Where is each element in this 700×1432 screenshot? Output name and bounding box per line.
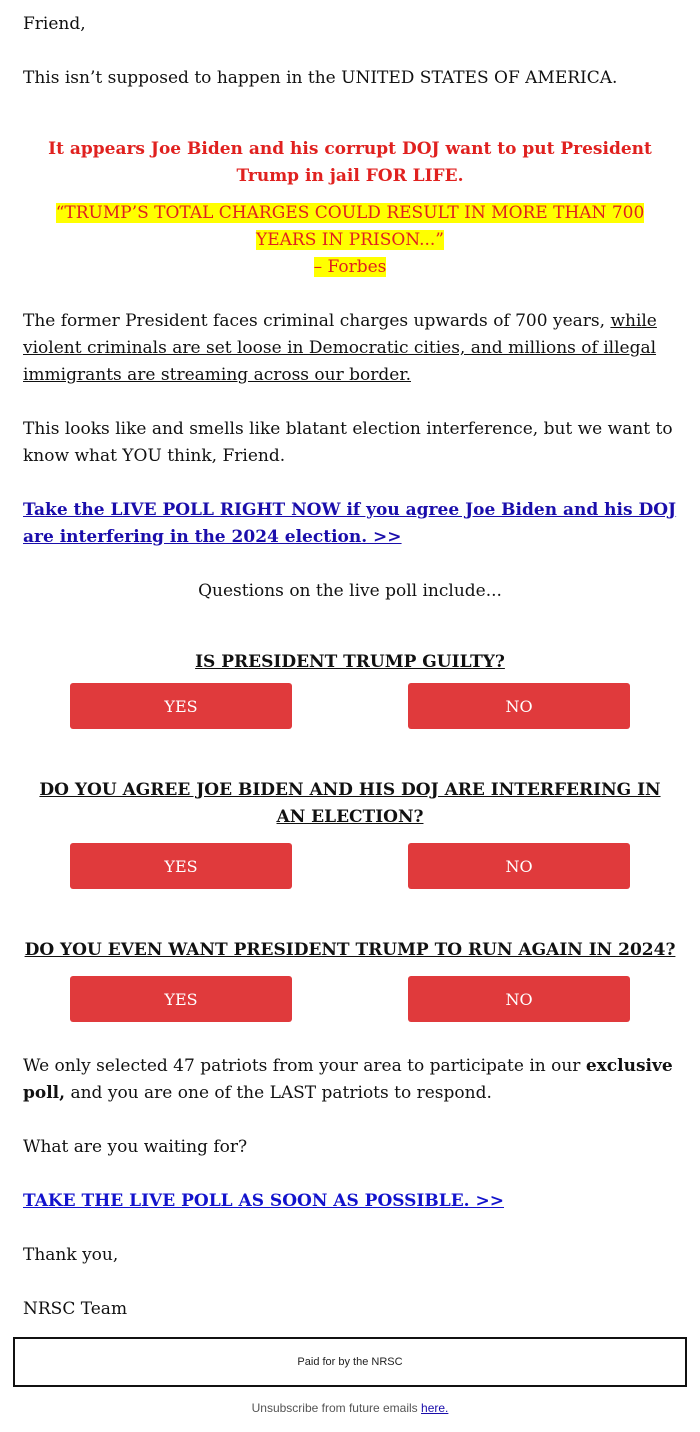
unsubscribe-line [0, 1401, 700, 1415]
question-2: DO YOU AGREE JOE BIDEN AND HIS DOJ ARE INTERFERING IN AN ELECTION? [39, 780, 661, 827]
live-poll-link[interactable]: Take the LIVE POLL RIGHT NOW if you agree Joe Biden and his DOJ are interfering in the 2024 election. >> [23, 500, 677, 547]
q2-yes-button[interactable]: YES [70, 843, 292, 889]
charges-underlined: while violent criminals are set loose in Democratic cities, and millions of illegal immigrants are streaming across our border. [23, 311, 657, 385]
q3-yes-button[interactable]: YES [70, 976, 292, 1022]
q3-no-button[interactable]: NO [408, 976, 630, 1022]
q2-no-button[interactable]: NO [408, 843, 630, 889]
forbes-quote [23, 200, 677, 281]
unsubscribe-link[interactable]: here. [421, 1401, 449, 1415]
interference-paragraph: This looks like and smells like blatant election interference, but we want to know what YOU think, Friend. [23, 419, 673, 466]
paid-for-box [13, 1337, 687, 1387]
exclusive-before: We only selected 47 patriots from your area to participate in our [23, 1056, 586, 1076]
q1-yes-button[interactable]: YES [70, 683, 292, 729]
take-poll-link[interactable]: TAKE THE LIVE POLL AS SOON AS POSSIBLE. >> [23, 1191, 504, 1211]
exclusive-bold: exclusive poll, [23, 1056, 673, 1103]
charges-paragraph [23, 308, 677, 389]
exclusive-after: and you are one of the LAST patriots to respond. [65, 1083, 492, 1103]
intro-text: This isn’t supposed to happen in the UNITED STATES OF AMERICA. [23, 68, 618, 88]
signature: NRSC Team [23, 1299, 128, 1319]
signoff: Thank you, [23, 1245, 119, 1265]
q1-no-button[interactable]: NO [408, 683, 630, 729]
quote-text: “TRUMP’S TOTAL CHARGES COULD RESULT IN MORE THAN 700 YEARS IN PRISON...” [55, 203, 645, 250]
question-1: IS PRESIDENT TRUMP GUILTY? [195, 652, 505, 672]
question-3: DO YOU EVEN WANT PRESIDENT TRUMP TO RUN AGAIN IN 2024? [24, 940, 676, 960]
unsubscribe-text: Unsubscribe from future emails [251, 1401, 422, 1415]
greeting: Friend, [23, 14, 86, 34]
charges-plain: The former President faces criminal charges upwards of 700 years, [23, 311, 611, 331]
waiting-text: What are you waiting for? [23, 1137, 248, 1157]
cta-paragraph-2 [23, 1188, 677, 1215]
cta-paragraph-1 [23, 497, 677, 551]
exclusive-paragraph [23, 1053, 677, 1107]
quote-source: – Forbes [313, 257, 387, 277]
headline: It appears Joe Biden and his corrupt DOJ want to put President Trump in jail FOR LIFE. [48, 139, 652, 186]
paid-for-text: Paid for by the NRSC [297, 1356, 403, 1368]
questions-intro: Questions on the live poll include... [198, 581, 502, 601]
